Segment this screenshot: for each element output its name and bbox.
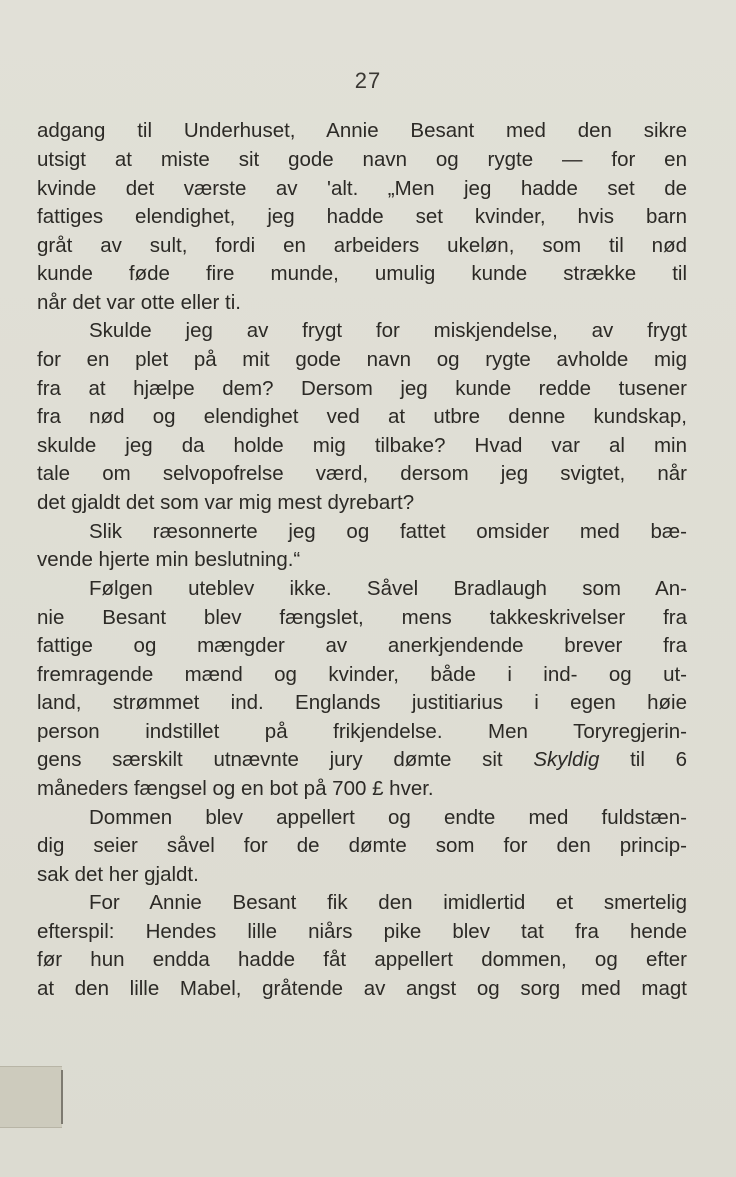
text-line-29: efterspil: Hendes lille niårs pike blev tat fra hende	[37, 920, 687, 943]
text-line-8: Skulde jeg av frygt for miskjendelse, av frygt	[89, 319, 687, 342]
text-line-4: fattiges elendighet, jeg hadde set kvinder, hvis barn	[37, 205, 687, 228]
text-line-7: når det var otte eller ti.	[37, 291, 241, 314]
text-line-25: Dommen blev appellert og endte med fuldstæn-	[89, 806, 687, 829]
text-line-26: dig seier såvel for de dømte som for den princip-	[37, 834, 687, 857]
text-line-13: tale om selvopofrelse værd, dersom jeg svigtet, når	[37, 462, 687, 485]
text-line-30: før hun endda hadde fåt appellert dommen, og efter	[37, 948, 687, 971]
scan-margin-edge	[61, 1070, 63, 1124]
text-line-1: adgang til Underhuset, Annie Besant med den sikre	[37, 119, 687, 142]
text-line-6: kunde føde fire munde, umulig kunde strække til	[37, 262, 687, 285]
text-line-14: det gjaldt det som var mig mest dyrebart?	[37, 491, 415, 514]
text-line-3: kvinde det værste av 'alt. „Men jeg hadde set de	[37, 177, 687, 200]
italic-word: Skyldig	[533, 748, 600, 771]
text-line-24: måneders fængsel og en bot på 700 £ hver.	[37, 777, 434, 800]
text-line-9: for en plet på mit gode navn og rygte avholde mig	[37, 348, 687, 371]
text-line-12: skulde jeg da holde mig tilbake? Hvad var al min	[37, 434, 687, 457]
page-number: 27	[354, 68, 382, 93]
text-line-16: vende hjerte min beslutning.“	[37, 548, 301, 571]
text-line-18: nie Besant blev fængslet, mens takkeskrivelser fra	[37, 606, 687, 629]
text-line-17: Følgen uteblev ikke. Såvel Bradlaugh som An-	[89, 577, 687, 600]
text-line-31: at den lille Mabel, gråtende av angst og sorg med magt	[37, 977, 687, 1000]
text-line-5: gråt av sult, fordi en arbeiders ukeløn, som til nød	[37, 234, 687, 257]
text-line-27: sak det her gjaldt.	[37, 863, 199, 886]
text-line-21: land, strømmet ind. Englands justitiarius i egen høie	[37, 691, 687, 714]
scan-margin-tab	[0, 1066, 62, 1128]
text-line-15: Slik ræsonnerte jeg og fattet omsider med bæ-	[89, 520, 687, 543]
text-line-2: utsigt at miste sit gode navn og rygte — for en	[37, 148, 687, 171]
text-line-22: person indstillet på frikjendelse. Men Toryregjerin-	[37, 720, 687, 743]
text-line-10: fra at hjælpe dem? Dersom jeg kunde redde tusener	[37, 377, 687, 400]
text-line-20: fremragende mænd og kvinder, både i ind- og ut-	[37, 663, 687, 686]
text-line-19: fattige og mængder av anerkjendende brever fra	[37, 634, 687, 657]
text-line-28: For Annie Besant fik den imidlertid et smertelig	[89, 891, 687, 914]
text-line-11: fra nød og elendighet ved at utbre denne kundskap,	[37, 405, 687, 428]
text-line-23: gens særskilt utnævnte jury dømte sit Skyldig til 6	[37, 748, 687, 771]
